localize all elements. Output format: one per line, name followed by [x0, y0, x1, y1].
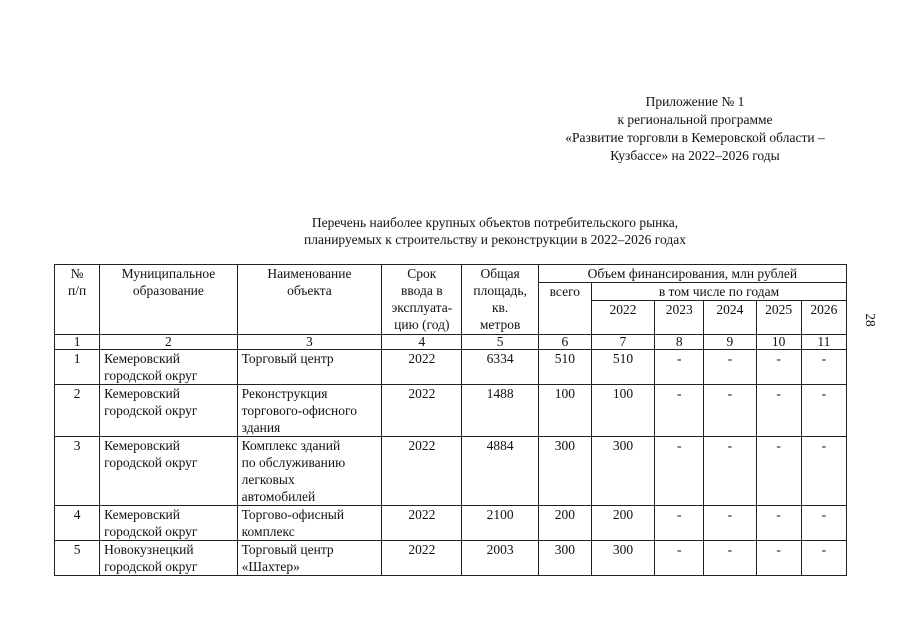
column-number: 3	[237, 335, 382, 350]
cell-line: легковых	[241, 472, 295, 487]
cell-line: здания	[241, 420, 281, 435]
row-2023: -	[655, 350, 704, 385]
cell-line: городской округ	[104, 559, 198, 574]
row-municipality	[100, 437, 238, 506]
header-object	[237, 265, 382, 335]
header-text: метров	[479, 317, 521, 332]
cell-line: Реконструкция	[241, 386, 328, 401]
cell-line: Кемеровский	[104, 507, 180, 522]
page-number: 28	[863, 313, 878, 327]
cell-line: Новокузнецкий	[104, 542, 194, 557]
header-area	[462, 265, 538, 335]
column-number: 1	[55, 335, 100, 350]
header-total: всего	[538, 283, 591, 335]
header-year: 2026	[801, 301, 846, 335]
column-numbers-row	[55, 335, 847, 350]
row-area: 2100	[462, 506, 538, 541]
row-2023: -	[655, 437, 704, 506]
table-row	[55, 437, 847, 506]
appendix-line: Приложение № 1	[645, 94, 745, 109]
row-2022: 100	[591, 385, 654, 437]
row-year: 2022	[382, 541, 462, 576]
row-year: 2022	[382, 437, 462, 506]
row-year: 2022	[382, 385, 462, 437]
header-municipality	[100, 265, 238, 335]
cell-line: Кемеровский	[104, 351, 180, 366]
row-num: 1	[55, 350, 100, 385]
row-object	[237, 350, 382, 385]
title-line: Перечень наиболее крупных объектов потребительского рынка,	[311, 215, 679, 230]
header-text: п/п	[67, 283, 87, 298]
objects-table	[54, 264, 847, 576]
row-num: 4	[55, 506, 100, 541]
table-row	[55, 506, 847, 541]
header-text: цию (год)	[394, 317, 450, 332]
cell-line: городской округ	[104, 524, 198, 539]
cell-line: Торговый центр	[241, 351, 334, 366]
row-object	[237, 437, 382, 506]
row-2024: -	[704, 437, 756, 506]
row-total: 300	[538, 541, 591, 576]
row-2022: 510	[591, 350, 654, 385]
table-row	[55, 541, 847, 576]
row-object	[237, 385, 382, 437]
row-2022: 300	[591, 541, 654, 576]
cell-line: городской округ	[104, 368, 198, 383]
cell-line: Комплекс зданий	[241, 438, 341, 453]
row-2022: 300	[591, 437, 654, 506]
row-2025: -	[756, 506, 801, 541]
header-year: 2025	[756, 301, 801, 335]
header-text: кв.	[491, 300, 509, 315]
header-row	[55, 265, 847, 283]
header-text: Общая	[480, 266, 520, 281]
appendix-line: к региональной программе	[617, 112, 773, 127]
header-year: 2022	[591, 301, 654, 335]
row-2025: -	[756, 437, 801, 506]
row-object	[237, 506, 382, 541]
column-number: 2	[100, 335, 238, 350]
row-2024: -	[704, 541, 756, 576]
cell-line: Кемеровский	[104, 438, 180, 453]
row-2023: -	[655, 541, 704, 576]
table-row	[55, 350, 847, 385]
row-municipality	[100, 506, 238, 541]
header-text: эксплуата-	[391, 300, 453, 315]
header-text: №	[70, 266, 84, 281]
cell-line: комплекс	[241, 524, 295, 539]
column-number: 8	[655, 335, 704, 350]
header-text: объекта	[287, 283, 332, 298]
row-municipality	[100, 385, 238, 437]
appendix-line: «Развитие торговли в Кемеровской области –	[565, 130, 825, 145]
row-2024: -	[704, 350, 756, 385]
row-year: 2022	[382, 350, 462, 385]
appendix-caption	[540, 93, 850, 165]
row-municipality	[100, 541, 238, 576]
cell-line: Торгово-офисный	[241, 507, 345, 522]
column-number: 4	[382, 335, 462, 350]
row-2025: -	[756, 385, 801, 437]
cell-line: «Шахтер»	[241, 559, 300, 574]
column-number: 5	[462, 335, 538, 350]
title-line: планируемых к строительству и реконструкции в 2022–2026 годах	[304, 232, 686, 247]
row-2026: -	[801, 541, 846, 576]
cell-line: автомобилей	[241, 489, 316, 504]
header-text: Муниципальное	[121, 266, 216, 281]
row-2026: -	[801, 350, 846, 385]
row-2026: -	[801, 437, 846, 506]
cell-line: торгового-офисного	[241, 403, 357, 418]
row-year: 2022	[382, 506, 462, 541]
row-num: 2	[55, 385, 100, 437]
column-number: 11	[801, 335, 846, 350]
row-2026: -	[801, 506, 846, 541]
header-commissioning	[382, 265, 462, 335]
row-area: 4884	[462, 437, 538, 506]
row-2024: -	[704, 385, 756, 437]
row-total: 100	[538, 385, 591, 437]
row-area: 1488	[462, 385, 538, 437]
header-text: образование	[132, 283, 204, 298]
appendix-line: Кузбассе» на 2022–2026 годы	[610, 148, 780, 163]
row-2025: -	[756, 541, 801, 576]
cell-line: Торговый центр	[241, 542, 334, 557]
row-2024: -	[704, 506, 756, 541]
table-row	[55, 385, 847, 437]
header-text: ввода в	[401, 283, 443, 298]
row-num: 5	[55, 541, 100, 576]
row-2023: -	[655, 506, 704, 541]
document-title	[230, 214, 760, 248]
column-number: 6	[538, 335, 591, 350]
header-text: Наименование	[267, 266, 352, 281]
header-financing: Объем финансирования, млн рублей	[538, 265, 846, 283]
header-num	[55, 265, 100, 335]
column-number: 10	[756, 335, 801, 350]
header-year: 2023	[655, 301, 704, 335]
row-municipality	[100, 350, 238, 385]
row-2023: -	[655, 385, 704, 437]
header-year: 2024	[704, 301, 756, 335]
row-num: 3	[55, 437, 100, 506]
column-number: 7	[591, 335, 654, 350]
cell-line: городской округ	[104, 403, 198, 418]
header-text: Срок	[407, 266, 437, 281]
cell-line: городской округ	[104, 455, 198, 470]
row-2025: -	[756, 350, 801, 385]
cell-line: по обслуживанию	[241, 455, 346, 470]
row-object	[237, 541, 382, 576]
cell-line: Кемеровский	[104, 386, 180, 401]
column-number: 9	[704, 335, 756, 350]
row-total: 300	[538, 437, 591, 506]
row-total: 510	[538, 350, 591, 385]
header-by-years: в том числе по годам	[591, 283, 846, 301]
row-area: 2003	[462, 541, 538, 576]
row-total: 200	[538, 506, 591, 541]
row-2026: -	[801, 385, 846, 437]
header-text: площадь,	[473, 283, 527, 298]
row-area: 6334	[462, 350, 538, 385]
row-2022: 200	[591, 506, 654, 541]
